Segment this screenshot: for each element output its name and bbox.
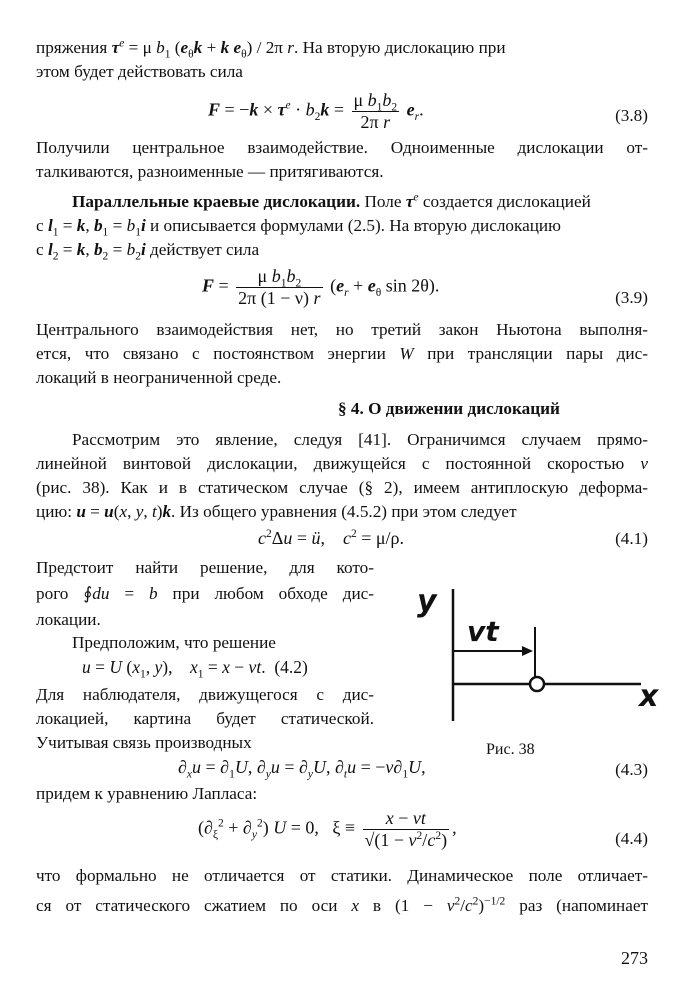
section-heading: § 4. О движении дислокаций (338, 399, 560, 418)
paragraph-line-1: Рассмотрим это явление, следуя [41]. Ограничимся случаем прямо- (72, 430, 648, 449)
run-in-heading: Параллельные краевые дислокации. (72, 192, 361, 211)
text-line-10: локаций в неограниченной среде. (36, 368, 282, 387)
paragraph-line-7: локации. (36, 610, 101, 629)
paragraph-line-10: локацией, картина будет статической. (36, 709, 374, 728)
paragraph-line-4: цию: u = u(x, y, t)k. Из общего уравнения (4.5.2) при этом следует (36, 502, 517, 521)
page (36, 30, 659, 990)
paragraph-line-9: Для наблюдателя, движущегося с дис- (36, 685, 374, 704)
text-line-7: с $l_2 = k$, $b_2 = b_2i$ действует сила (36, 240, 260, 263)
paragraph-line-2: линейной винтовой дислокации, движущейся с постоянной скоростью v (36, 454, 648, 473)
equation-number-4-1: (4.1) (615, 529, 648, 548)
text-line-8: Центрального взаимодействия нет, но третий закон Ньютона выполня- (36, 320, 648, 339)
figure-38-drawing (411, 585, 666, 735)
vt-arrow-head (522, 646, 533, 656)
text-line-9: ется, что связано с постоянством энергии W при трансляции пары дис- (36, 344, 648, 363)
equation-3-9: F = $\frac{\mu b_1b_2}{2\pi (1 - \nu) r}$ ($e_r + e_\theta$ sin 2θ). (202, 266, 440, 308)
dislocation-core (530, 677, 544, 691)
y-axis-label: y (417, 585, 437, 619)
paragraph-line-5: Предстоит найти решение, для кото- (36, 558, 374, 577)
text-line-3: Получили центральное взаимодействие. Одноименные дислокации от- (36, 138, 648, 157)
text-line-1: пряжения $\tau^e = \mu$ $b_1$ ($e_\theta k + k$ $e_\theta) / 2\pi$ r. На вторую дислокацию при (36, 37, 506, 61)
x-axis-label: x (639, 679, 659, 714)
figure-38 (411, 585, 666, 735)
text-line-2: этом будет действовать сила (36, 62, 243, 81)
equation-4-1: $c^2\Delta u$ = ü, $c^2 = \mu/\rho$. (258, 528, 405, 548)
equation-number-4-2: (4.2) (274, 657, 308, 677)
paragraph-line-13: что формально не отличается от статики. Динамическое поле отличает- (36, 866, 648, 885)
equation-4-3: $\partial_xu = \partial_1U$, $\partial_yu = \partial_yU$, $\partial_tu = -v\partial_1U$, (178, 757, 426, 781)
text-line-5: Параллельные краевые дислокации. Поле $\tau^e$ создается дислокацией (72, 191, 591, 211)
equation-4-2: u = U ($x_1$, y), $x_1 = x$ − vt. (4.2) (82, 657, 308, 681)
paragraph-line-12: придем к уравнению Лапласа: (36, 784, 258, 803)
equation-number-3-8: (3.8) (615, 106, 648, 125)
equation-3-8: $F = -k \times \tau^e \cdot b_2k$ = $\frac{\mu b_1b_2}{\text{2π r}}$ $e_r$. (208, 90, 424, 132)
equation-number-4-4: (4.4) (615, 829, 648, 848)
text-line-6: с $l_1 = k$, $b_1 = b_1i$ и описывается формулами (2.5). На вторую дислокацию (36, 216, 561, 239)
vt-label: vt (467, 615, 499, 648)
equation-number-4-3: (4.3) (615, 760, 648, 779)
text-line-4: талкиваются, разноименные — притягиваются. (36, 162, 384, 181)
figure-caption: Рис. 38 (486, 741, 535, 758)
equation-4-4: $(\partial_\xi^2 + \partial_y^2) U = 0$, ξ ≡ $\frac{x - vt}{√(1 - v^2/c^2)}$ , (198, 808, 457, 850)
page-number: 273 (621, 947, 648, 968)
paragraph-line-3: (рис. 38). Как и в статическом случае (§ 2), имеем антиплоскую деформа- (36, 478, 648, 497)
paragraph-line-11: Учитывая связь производных (36, 733, 252, 752)
equation-number-3-9: (3.9) (615, 288, 648, 307)
paragraph-line-6: рого ∮du = b при любом обходе дис- (36, 584, 374, 603)
paragraph-line-14: ся от статического сжатием по оси x в $(1 - v^2/c^2)^{-1/2}$ раз (напоминает (36, 895, 648, 915)
paragraph-line-8: Предположим, что решение (72, 633, 276, 652)
